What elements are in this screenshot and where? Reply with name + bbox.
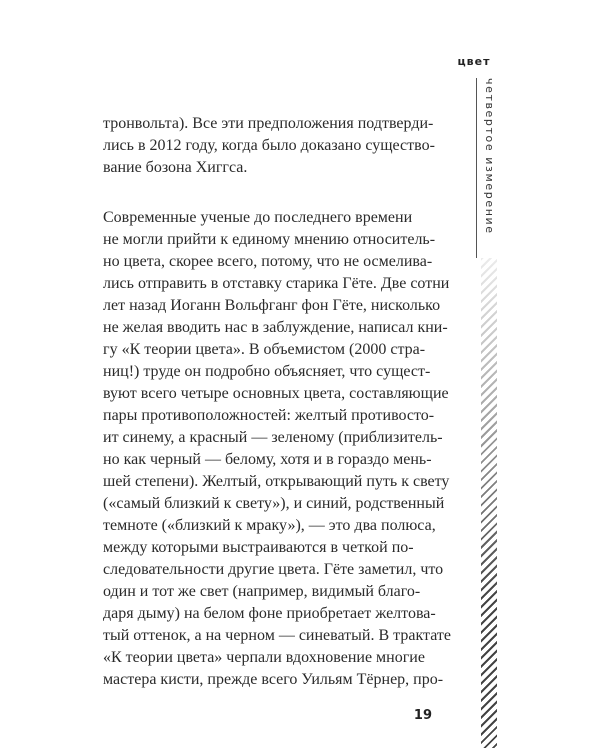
text-line: гу «К теории цвета». В объемистом (2000 стра-: [103, 341, 426, 358]
text-line: шей степени). Желтый, открывающий путь к свету: [103, 473, 450, 490]
text-line: тронвольта). Все эти предположения подтверди-: [103, 115, 434, 132]
text-line: Современные ученые до последнего времени: [103, 209, 413, 226]
text-line: не могли прийти к единому мнению относитель-: [103, 231, 436, 248]
section-title: цвет: [457, 55, 491, 68]
page-number: 19: [413, 708, 432, 723]
text-line: ит синему, а красный — зеленому (приблизитель-: [103, 429, 443, 446]
text-line: следовательности другие цвета. Гёте заметил, что: [103, 561, 444, 578]
text-line: но как черный — белому, хотя и в гораздо мень-: [103, 451, 432, 468]
text-line: но цвета, скорее всего, потому, что не осмелива-: [103, 253, 433, 270]
text-line: мастера кисти, прежде всего Уильям Тёрнер, про-: [103, 671, 444, 688]
body-text: [103, 113, 451, 691]
section-subtitle: четвертое измерение: [483, 78, 496, 235]
text-line: вуют всего четыре основных цвета, составляющие: [103, 385, 449, 402]
text-line: один и тот же свет (например, видимый благо-: [103, 583, 421, 600]
text-line: тый оттенок, а на черном — синеватый. В трактате: [103, 627, 451, 644]
text-line: между которыми выстраиваются в четкой по-: [103, 539, 414, 556]
text-line: («самый близкий к свету»), и синий, родственный: [103, 495, 445, 512]
text-line: «К теории цвета» черпали вдохновение многие: [103, 649, 425, 666]
text-line: даря дыму) на белом фоне приобретает желтова-: [103, 605, 436, 622]
text-line: пары противоположностей: желтый противосто-: [103, 407, 435, 424]
text-line: лись в 2012 году, когда было доказано существо-: [103, 137, 435, 154]
paragraph: [103, 113, 435, 179]
paragraph-gap: [103, 179, 408, 207]
text-line: не желая вводить нас в заблуждение, написал кни-: [103, 319, 448, 336]
text-line: ниц!) труде он подробно объясняет, что сущест-: [103, 363, 431, 380]
paragraph: [103, 207, 451, 691]
decorative-chevron-strip: [481, 258, 497, 748]
text-line: лись отправить в отставку старика Гёте. Две сотни: [103, 275, 450, 292]
header-divider-rule: [476, 78, 477, 258]
text-line: вание бозона Хиггса.: [103, 159, 248, 176]
text-line: лет назад Иоганн Вольфганг фон Гёте, нисколько: [103, 297, 441, 314]
text-line: темноте («близкий к мраку»), — это два полюса,: [103, 517, 436, 534]
